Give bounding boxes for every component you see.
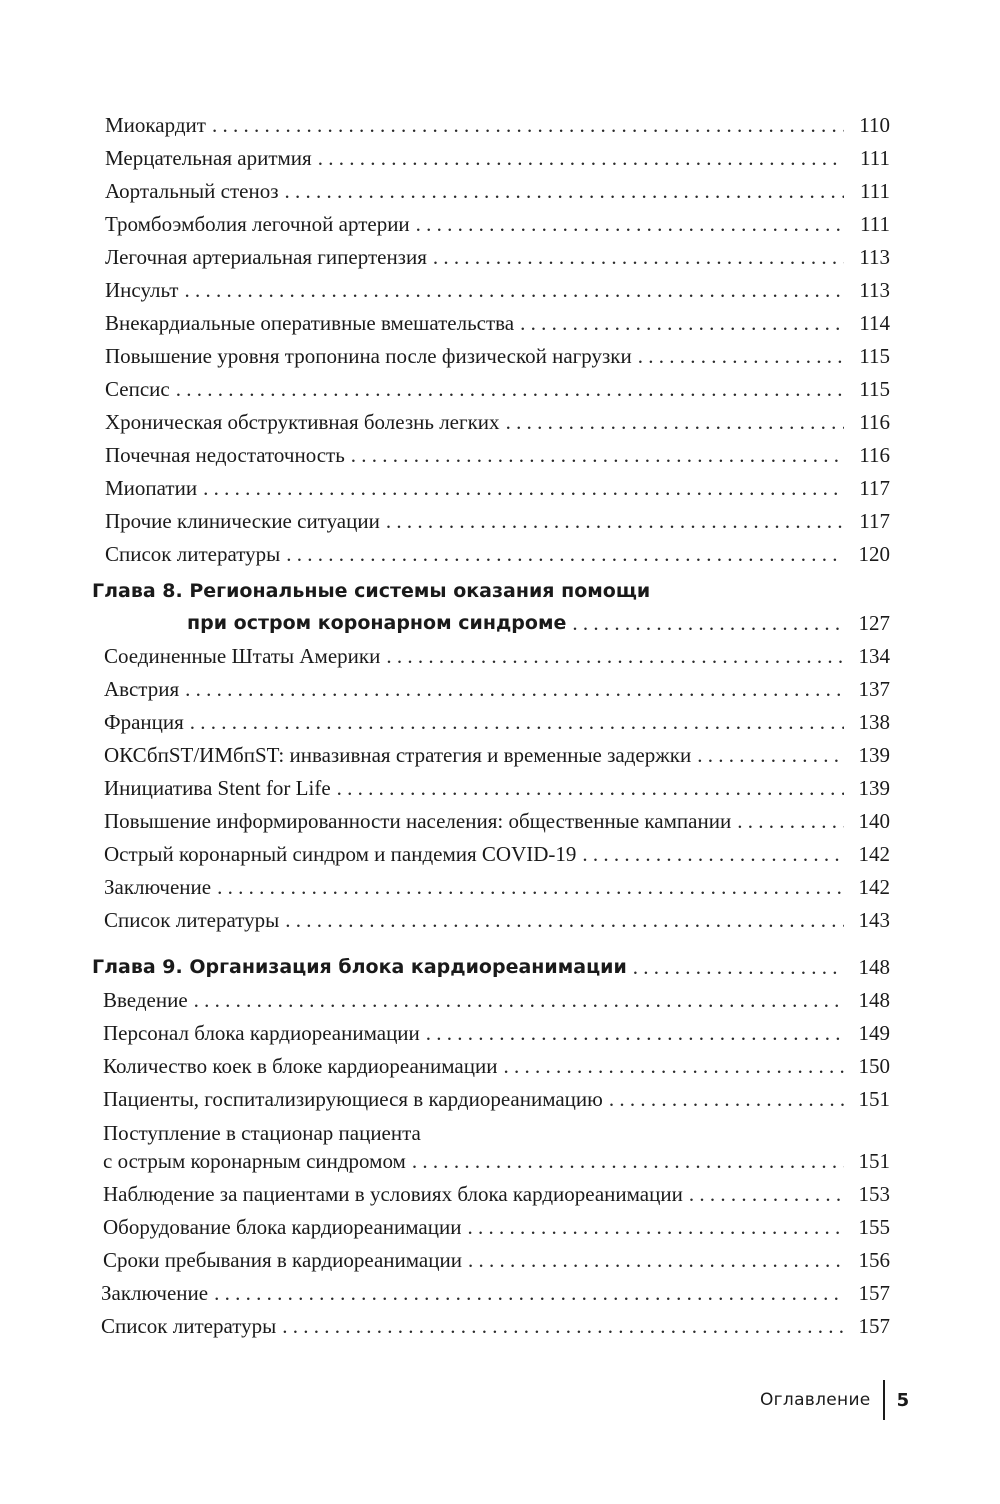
toc-leader-dots — [217, 874, 844, 900]
toc-leader-dots — [697, 742, 844, 768]
toc-entry-page: 137 — [858, 677, 890, 701]
toc-entry-title: Повышение информированности населения: общественные кампании — [104, 809, 732, 833]
toc-entry-page: 115 — [859, 344, 890, 368]
page-number: 5 — [896, 1389, 910, 1411]
toc-leader-dots — [572, 610, 844, 636]
toc-entry[interactable] — [105, 405, 890, 435]
toc-entry-title: Сроки пребывания в кардиореанимации — [103, 1248, 462, 1272]
toc-leader-dots — [318, 145, 844, 171]
toc-leader-dots — [286, 541, 844, 567]
toc-entry-title-line1[interactable]: Поступление в стационар пациента — [103, 1121, 421, 1145]
toc-entry-page: 150 — [858, 1054, 890, 1078]
toc-leader-dots — [176, 376, 844, 402]
toc-entry[interactable] — [103, 1144, 890, 1174]
chapter-8-heading-continued[interactable] — [187, 606, 890, 636]
toc-leader-dots — [638, 343, 844, 369]
toc-entry-title: Тромбоэмболия легочной артерии — [105, 212, 410, 236]
toc-entry[interactable] — [104, 771, 890, 801]
toc-entry-title: Прочие клинические ситуации — [105, 509, 380, 533]
toc-entry-title: Хроническая обструктивная болезнь легких — [105, 410, 500, 434]
toc-leader-dots — [433, 244, 844, 270]
toc-entry-page: 115 — [859, 377, 890, 401]
toc-entry[interactable] — [105, 306, 890, 336]
toc-entry-title: Повышение уровня тропонина после физической нагрузки — [105, 344, 632, 368]
toc-entry[interactable] — [105, 537, 890, 567]
toc-entry-title: Сепсис — [105, 377, 170, 401]
chapter-8-heading[interactable]: Глава 8. Региональные системы оказания помощи — [92, 580, 651, 602]
toc-entry-page: 142 — [858, 875, 890, 899]
toc-entry[interactable] — [105, 471, 890, 501]
toc-entry[interactable] — [105, 438, 890, 468]
toc-leader-dots — [582, 841, 844, 867]
toc-entry[interactable] — [104, 672, 890, 702]
toc-leader-dots — [212, 112, 844, 138]
toc-entry-page: 117 — [859, 476, 890, 500]
toc-entry-title: Внекардиальные оперативные вмешательства — [105, 311, 515, 335]
toc-entry-page: 157 — [858, 1314, 890, 1338]
toc-entry[interactable] — [105, 207, 890, 237]
toc-leader-dots — [214, 1280, 844, 1306]
toc-entry-page: 149 — [858, 1021, 890, 1045]
toc-entry[interactable] — [103, 1082, 890, 1112]
toc-entry-title: Аортальный стеноз — [105, 179, 279, 203]
toc-entry[interactable] — [105, 141, 890, 171]
toc-entry-page: 111 — [860, 212, 890, 236]
toc-entry[interactable] — [105, 108, 890, 138]
toc-entry-title: Миопатии — [105, 476, 198, 500]
toc-leader-dots — [609, 1086, 844, 1112]
toc-entry-page: 117 — [859, 509, 890, 533]
chapter-9-heading[interactable] — [92, 950, 890, 980]
toc-leader-dots — [689, 1181, 844, 1207]
toc-entry-title: Почечная недостаточность — [105, 443, 345, 467]
toc-leader-dots — [185, 676, 844, 702]
toc-entry-page: 143 — [858, 908, 890, 932]
toc-leader-dots — [468, 1247, 844, 1273]
toc-entry-title: ОКСбпST/ИМбпST: инвазивная стратегия и временные задержки — [104, 743, 692, 767]
toc-entry[interactable] — [103, 1177, 890, 1207]
toc-entry[interactable] — [104, 903, 890, 933]
toc-entry-title: Оборудование блока кардиореанимации — [103, 1215, 462, 1239]
toc-entry-page: 139 — [858, 743, 890, 767]
toc-entry-page: 148 — [858, 988, 890, 1012]
toc-entry-page: 139 — [858, 776, 890, 800]
toc-entry-page: 111 — [860, 146, 890, 170]
toc-leader-dots — [386, 643, 844, 669]
toc-entry-page: 113 — [859, 245, 890, 269]
toc-entry-title: Список литературы — [101, 1314, 277, 1338]
toc-entry-title: Инициатива Stent for Life — [104, 776, 331, 800]
toc-entry-page: 153 — [858, 1182, 890, 1206]
toc-entry-title: Заключение — [104, 875, 212, 899]
toc-leader-dots — [351, 442, 844, 468]
toc-leader-dots — [737, 808, 844, 834]
toc-entry-page: 156 — [858, 1248, 890, 1272]
toc-entry-page: 155 — [858, 1215, 890, 1239]
toc-entry-title: Легочная артериальная гипертензия — [105, 245, 427, 269]
toc-entry-page: 148 — [858, 955, 890, 979]
toc-leader-dots — [416, 211, 844, 237]
toc-leader-dots — [285, 907, 844, 933]
toc-entry[interactable] — [104, 870, 890, 900]
toc-entry-page: 114 — [859, 311, 890, 335]
toc-entry-page: 116 — [859, 443, 890, 467]
toc-entry[interactable] — [104, 738, 890, 768]
toc-entry-title: Глава 9. Организация блока кардиореанимации — [92, 956, 627, 978]
toc-entry-page: 142 — [858, 842, 890, 866]
toc-entry-page: 151 — [858, 1087, 890, 1111]
toc-entry-title: Заключение — [101, 1281, 209, 1305]
toc-leader-dots — [503, 1053, 844, 1079]
toc-entry[interactable] — [103, 1210, 890, 1240]
toc-entry[interactable] — [103, 1243, 890, 1273]
toc-leader-dots — [203, 475, 844, 501]
toc-leader-dots — [426, 1020, 844, 1046]
toc-leader-dots — [285, 178, 844, 204]
toc-leader-dots — [520, 310, 844, 336]
toc-entry[interactable] — [104, 639, 890, 669]
toc-entry[interactable] — [103, 983, 890, 1013]
toc-leader-dots — [190, 709, 844, 735]
toc-entry[interactable] — [101, 1309, 890, 1339]
toc-entry-page: 127 — [858, 611, 890, 635]
toc-entry-title: Мерцательная аритмия — [105, 146, 312, 170]
footer-section-title: Оглавление — [760, 1390, 871, 1410]
toc-entry[interactable] — [104, 837, 890, 867]
toc-leader-dots — [386, 508, 844, 534]
toc-entry-page: 120 — [858, 542, 890, 566]
toc-entry-title: при остром коронарном синдроме — [187, 612, 567, 634]
toc-entry-page: 138 — [858, 710, 890, 734]
toc-entry[interactable] — [105, 174, 890, 204]
toc-entry[interactable] — [105, 504, 890, 534]
toc-entry[interactable] — [104, 705, 890, 735]
toc-entry[interactable] — [103, 1049, 890, 1079]
toc-leader-dots — [467, 1214, 844, 1240]
toc-entry-page: 140 — [858, 809, 890, 833]
toc-entry[interactable] — [105, 273, 890, 303]
toc-leader-dots — [184, 277, 844, 303]
page-footer — [760, 1380, 909, 1420]
toc-entry-title: Наблюдение за пациентами в условиях блока кардиореанимации — [103, 1182, 683, 1206]
toc-entry-page: 157 — [858, 1281, 890, 1305]
toc-entry[interactable] — [105, 240, 890, 270]
toc-entry-title: Пациенты, госпитализирующиеся в кардиореанимацию — [103, 1087, 603, 1111]
toc-entry-title: Миокардит — [105, 113, 206, 137]
toc-entry[interactable] — [105, 372, 890, 402]
toc-entry[interactable] — [104, 804, 890, 834]
toc-entry-page: 110 — [859, 113, 890, 137]
toc-entry-page: 113 — [859, 278, 890, 302]
toc-leader-dots — [633, 954, 844, 980]
toc-entry-title: Список литературы — [104, 908, 280, 932]
toc-entry[interactable] — [101, 1276, 890, 1306]
toc-entry-title: Австрия — [104, 677, 180, 701]
toc-entry-title: с острым коронарным синдромом — [103, 1149, 406, 1173]
toc-entry-page: 116 — [859, 410, 890, 434]
toc-entry-title: Соединенные Штаты Америки — [104, 644, 381, 668]
toc-entry-title: Персонал блока кардиореанимации — [103, 1021, 420, 1045]
toc-leader-dots — [282, 1313, 844, 1339]
toc-entry-page: 111 — [860, 179, 890, 203]
toc-entry[interactable] — [103, 1016, 890, 1046]
toc-entry-title: Количество коек в блоке кардиореанимации — [103, 1054, 498, 1078]
toc-entry-title: Список литературы — [105, 542, 281, 566]
toc-leader-dots — [412, 1148, 844, 1174]
toc-entry-title: Франция — [104, 710, 184, 734]
toc-entry[interactable] — [105, 339, 890, 369]
toc-entry-title: Введение — [103, 988, 188, 1012]
toc-leader-dots — [337, 775, 844, 801]
toc-leader-dots — [194, 987, 844, 1013]
toc-entry-page: 134 — [858, 644, 890, 668]
toc-entry-page: 151 — [858, 1149, 890, 1173]
toc-leader-dots — [506, 409, 844, 435]
toc-entry-title: Острый коронарный синдром и пандемия COVID-19 — [104, 842, 577, 866]
toc-entry-title: Инсульт — [105, 278, 179, 302]
